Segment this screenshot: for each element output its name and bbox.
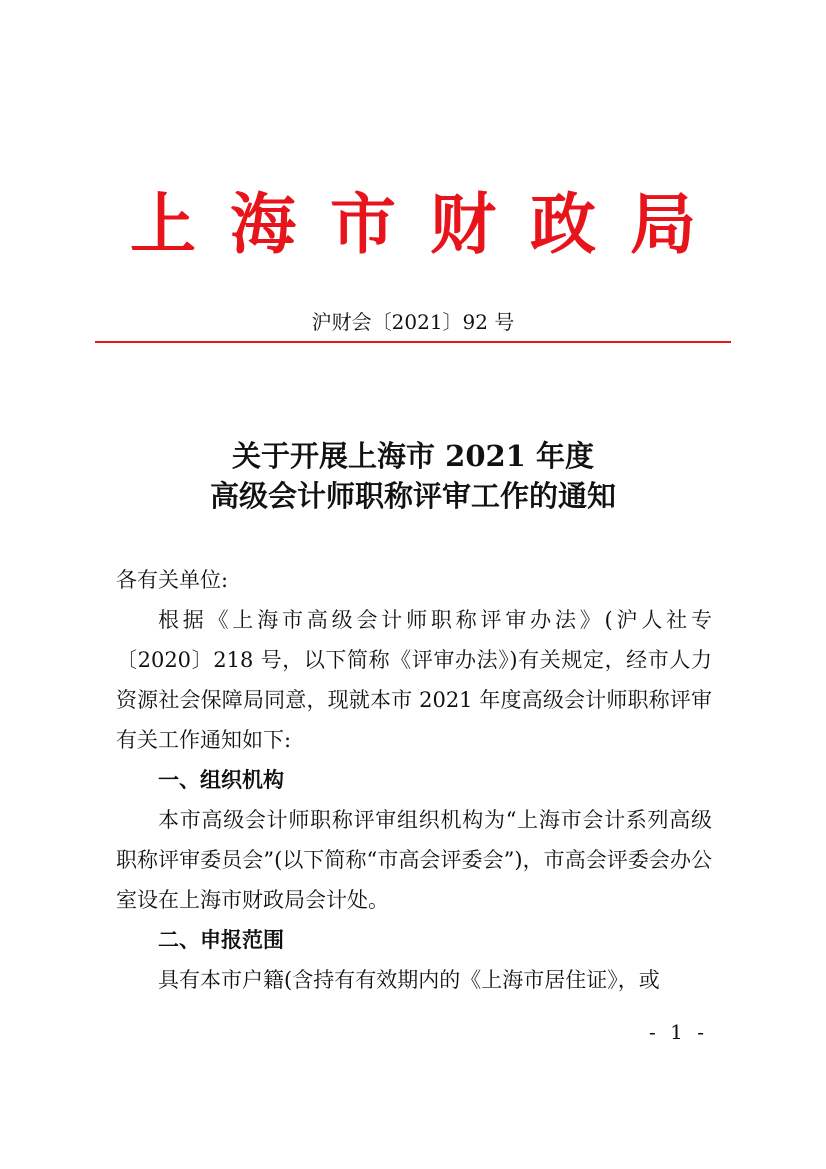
- section-heading-2: 二、申报范围: [158, 928, 284, 952]
- page-number: - 1 -: [649, 1020, 708, 1044]
- document-number: 沪财会〔2021〕92 号: [311, 310, 515, 334]
- document-title: [0, 436, 826, 516]
- section-2-paragraph: 具有本市户籍(含持有有效期内的《上海市居住证》，或: [158, 968, 660, 992]
- section-heading-1: 一、组织机构: [158, 768, 284, 792]
- document-body: [116, 560, 712, 1000]
- section-1-paragraph: 本市高级会计师职称评审组织机构为“上海市会计系列高级职称评审委员会”(以下简称“市高会评委会”)，市高会评委会办公室设在上海市财政局会计处。: [116, 808, 712, 912]
- salutation: 各有关单位:: [116, 568, 229, 592]
- title-line-1: 关于开展上海市 2021 年度: [232, 439, 594, 473]
- issuer-name: 上海市财政局: [130, 185, 730, 263]
- red-divider-line: [95, 341, 731, 343]
- title-line-2: 高级会计师职称评审工作的通知: [209, 479, 616, 513]
- intro-paragraph: 根据《上海市高级会计师职称评审办法》(沪人社专〔2020〕218 号，以下简称《评审办法》)有关规定，经市人力资源社会保障局同意，现就本市 2021 年度高级会计师职称评审有关工作通知如下:: [116, 608, 712, 752]
